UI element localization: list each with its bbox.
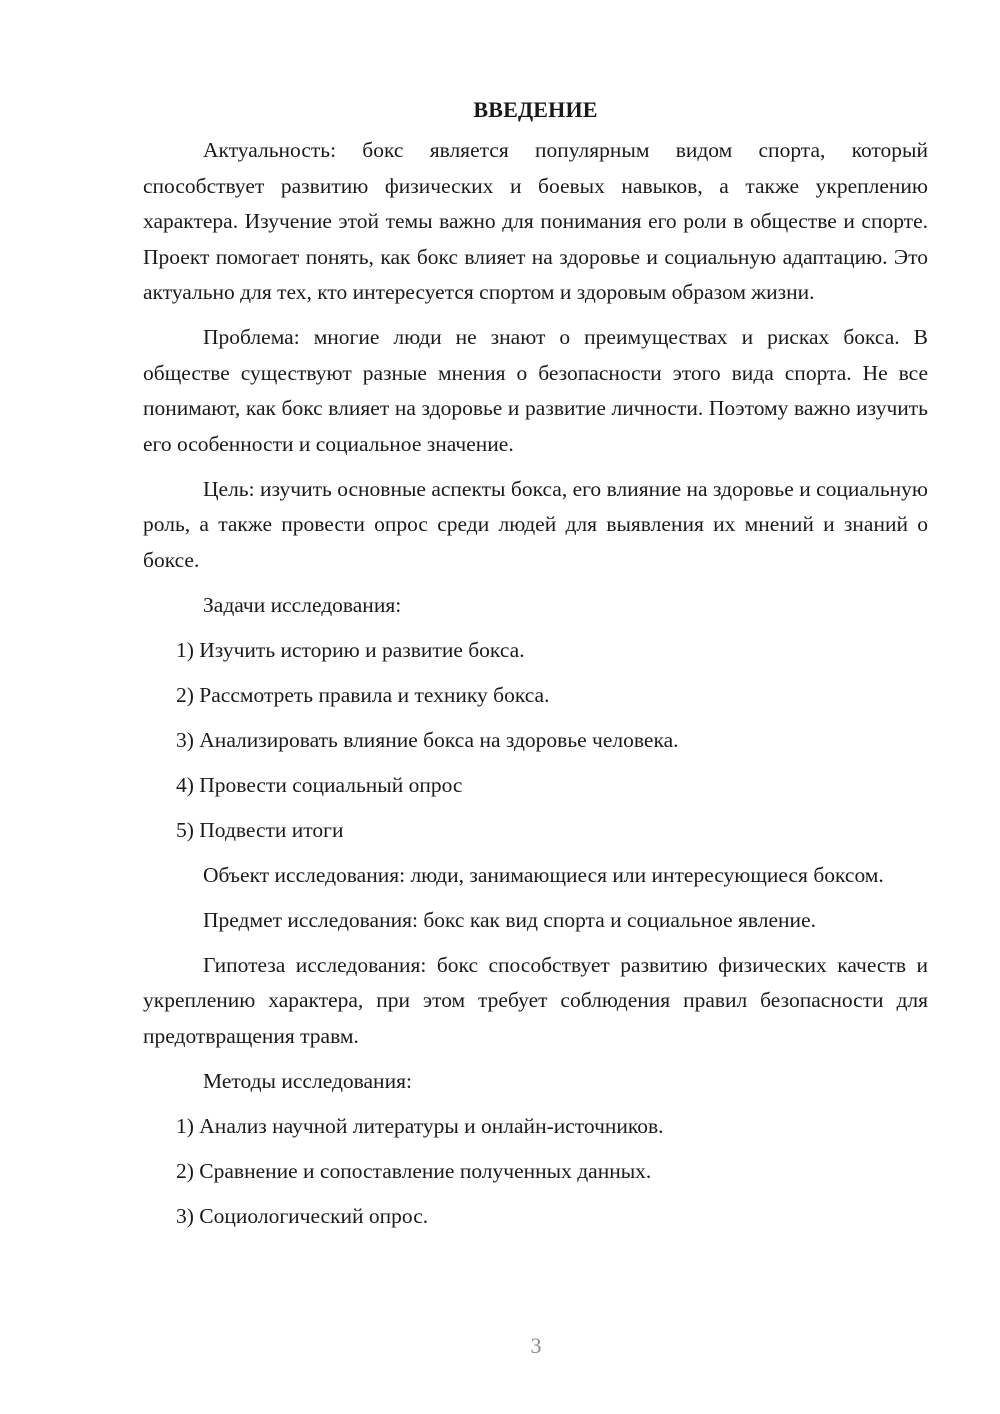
tasks-list — [143, 633, 928, 849]
task-item: 5) Подвести итоги — [176, 817, 344, 842]
methods-list — [143, 1109, 928, 1235]
relevance-paragraph: Актуальность: бокс является популярным видом спорта, который способствует развитию физических и боевых навыков, а также укреплению характера. Изучение этой темы важно для понимания его роли в обществе и спорте. Проект помогает понять, как бокс влияет на здоровье и социальную адаптацию. Это актуально для тех, кто интересуется спортом и здоровым образом жизни. — [143, 138, 928, 304]
object-paragraph: Объект исследования: люди, занимающиеся или интересующиеся боксом. — [203, 862, 884, 887]
page-content — [143, 92, 928, 1244]
problem-paragraph: Проблема: многие люди не знают о преимуществах и рисках бокса. В обществе существуют разные мнения о безопасности этого вида спорта. Не все понимают, как бокс влияет на здоровье и развитие личности. Поэтому важно изучить его особенности и социальное значение. — [143, 325, 928, 456]
task-item: 4) Провести социальный опрос — [176, 772, 463, 797]
method-item: 2) Сравнение и сопоставление полученных данных. — [176, 1158, 652, 1183]
section-heading: ВВЕДЕНИЕ — [473, 97, 598, 122]
task-item: 1) Изучить историю и развитие бокса. — [176, 637, 525, 662]
tasks-label: Задачи исследования: — [203, 592, 402, 617]
goal-paragraph: Цель: изучить основные аспекты бокса, его влияние на здоровье и социальную роль, а также провести опрос среди людей для выявления их мнений и знаний о боксе. — [143, 476, 928, 572]
method-item: 3) Социологический опрос. — [176, 1203, 429, 1228]
subject-paragraph: Предмет исследования: бокс как вид спорта и социальное явление. — [203, 907, 816, 932]
methods-label: Методы исследования: — [203, 1068, 412, 1093]
task-item: 2) Рассмотреть правила и технику бокса. — [176, 682, 550, 707]
method-item: 1) Анализ научной литературы и онлайн-источников. — [176, 1113, 664, 1138]
task-item: 3) Анализировать влияние бокса на здоровье человека. — [176, 727, 679, 752]
hypothesis-paragraph: Гипотеза исследования: бокс способствует развитию физических качеств и укреплению характера, при этом требует соблюдения правил безопасности для предотвращения травм. — [143, 952, 928, 1048]
page-number: 3 — [530, 1333, 542, 1358]
